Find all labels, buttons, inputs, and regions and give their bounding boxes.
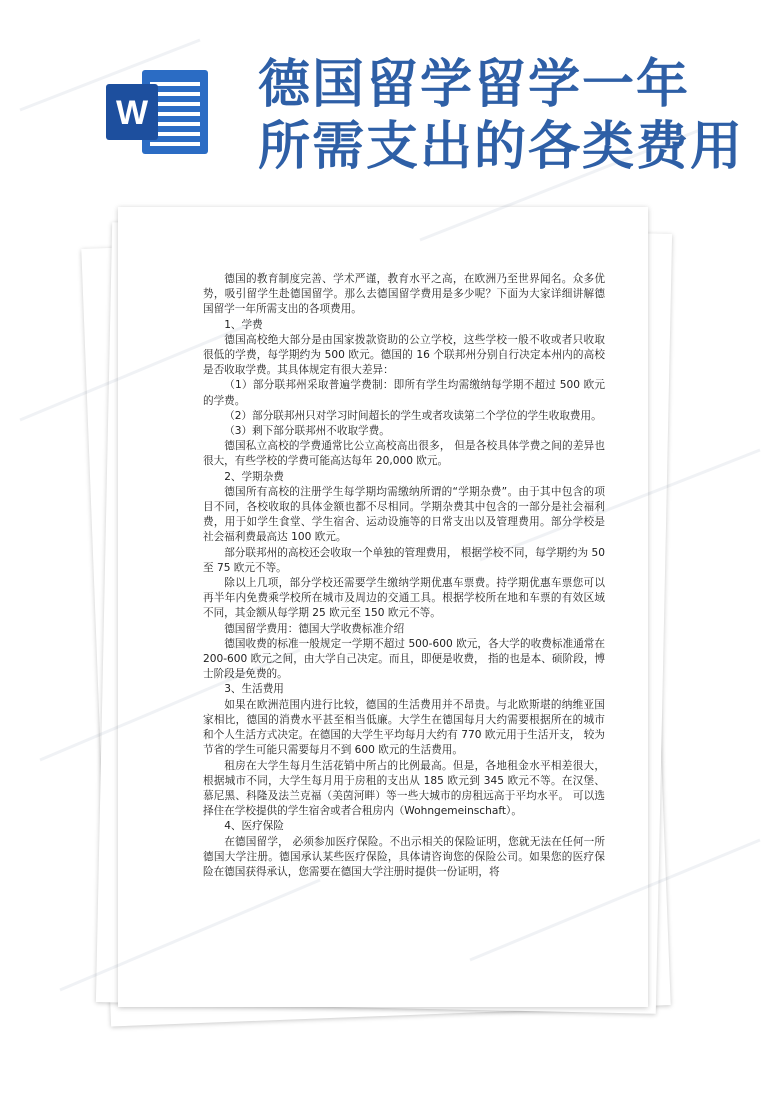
page-title bbox=[258, 54, 768, 178]
insurance-paragraph: 在德国留学， 必须参加医疗保险。不出示相关的保险证明，您就无法在任何一所德国大学注册。德国承认某些医疗保险，具体请咨询您的保险公司。如果您的医疗保险在德国获得承认，您需要在德国大学注册时提供一份证明，将 bbox=[203, 835, 605, 878]
admin-fee-paragraph: 部分联邦州的高校还会收取一个单独的管理费用， 根据学校不同，每学期约为 50 至 75 欧元不等。 bbox=[203, 546, 605, 574]
document-body bbox=[203, 272, 605, 880]
word-document-icon bbox=[104, 64, 210, 160]
intro-paragraph: 德国的教育制度完善、学术严谨，教育水平之高，在欧洲乃至世界闻名。众多优势，吸引留学生赴德国留学。那么去德国留学费用是多少呢？下面为大家详细讲解德国留学一年所需支出的各项费用。 bbox=[203, 273, 605, 316]
section-heading-semester-fee: 2、学期杂费 bbox=[224, 470, 284, 483]
word-logo-letter: W bbox=[115, 94, 149, 132]
title-line-1: 德国留学留学一年 bbox=[258, 54, 691, 115]
section-heading-insurance: 4、医疗保险 bbox=[224, 820, 284, 833]
tuition-paragraph: 德国高校绝大部分是由国家拨款资助的公立学校，这些学校一般不收或者只收取很低的学费，每学期约为 500 欧元。德国的 16 个联邦州分别自行决定本州内的高校是否收取学费。其具体规定有很大差异： bbox=[203, 333, 605, 377]
title-line-2: 所需支出的各类费用 bbox=[258, 116, 745, 177]
tuition-item-3: （3）剩下部分联邦州不收取学费。 bbox=[224, 425, 390, 438]
private-tuition-paragraph: 德国私立高校的学费通常比公立高校高出很多， 但是各校具体学费之间的差异也很大，有些学校的学费可能高达每年 20,000 欧元。 bbox=[203, 440, 605, 468]
tuition-item-2: （2）部分联邦州只对学习时间超长的学生或者攻读第二个学位的学生收取费用。 bbox=[224, 409, 602, 422]
section-heading-tuition: 1、学费 bbox=[224, 318, 263, 331]
ticket-fee-paragraph: 除以上几项，部分学校还需要学生缴纳学期优惠车票费。持学期优惠车票您可以再半年内免费乘学校所在城市及周边的交通工具。根据学校所在地和车票的有效区域不同，其金额从每学期 25 欧元至 150 欧元不等。 bbox=[203, 577, 605, 620]
tuition-item-1: （1）部分联邦州采取普遍学费制：即所有学生均需缴纳每学期不超过 500 欧元的学费。 bbox=[203, 379, 605, 407]
section-heading-standard: 德国留学费用：德国大学收费标准介绍 bbox=[224, 622, 405, 635]
living-paragraph: 如果在欧洲范围内进行比较，德国的生活费用并不昂贵。与北欧斯堪的纳维亚国家相比，德国的消费水平甚至相当低廉。大学生在德国每月大约需要根据所在的城市和个人生活方式决定。在德国的大学生平均每月大约有 770 欧元用于生活开支， 较为节省的学生可能只需要每月不到 600 欧元的生活费用。 bbox=[203, 698, 605, 757]
semester-fee-paragraph: 德国所有高校的注册学生每学期均需缴纳所谓的“学期杂费”。由于其中包含的项目不同，各校收取的具体金额也都不尽相同。学期杂费其中包含的一部分是社会福利费，用于如学生食堂、学生宿舍、运动设施等的日常支出以及管理费用。部分学校是社会福利费最高达 100 欧元。 bbox=[203, 485, 605, 544]
section-heading-living: 3、生活费用 bbox=[224, 683, 284, 696]
rent-paragraph: 租房在大学生每月生活花销中所占的比例最高。但是，各地租金水平相差很大， 根据城市不同，大学生每月用于房租的支出从 185 欧元到 345 欧元不等。在汉堡、慕尼黑、科隆及法兰克福（美茵河畔）等一些大城市的房租远高于平均水平。 可以选择住在学校提供的学生宿舍或者合租房内（Wohngemeinschaft）。 bbox=[203, 759, 605, 818]
standard-paragraph: 德国收费的标准一般规定一学期不超过 500-600 欧元，各大学的收费标准通常在 200-600 欧元之间，由大学自己决定。而且，即便是收费， 指的也是本、硕阶段，博士阶段是免费的。 bbox=[203, 637, 605, 681]
